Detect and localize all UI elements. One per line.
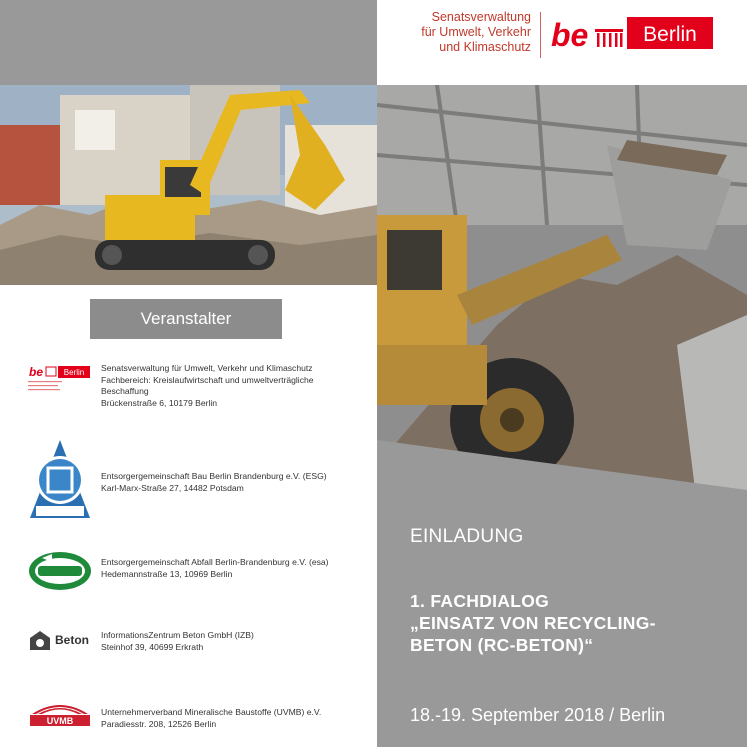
senate-wordmark — [406, 10, 531, 55]
be-logo-text: be — [551, 17, 589, 53]
esg-logo — [28, 440, 92, 527]
organizer-senate-text — [101, 363, 314, 409]
wheel-loader-recycling-photo — [377, 85, 747, 505]
event-title-line: „EINSATZ VON RECYCLING- — [410, 613, 656, 633]
uvmb-logo-text: UVMB — [46, 716, 74, 726]
organizer-line: Unternehmerverband Mineralische Baustoffe (UVMB) e.V. — [101, 707, 322, 717]
organizer-line: Beschaffung — [101, 386, 149, 396]
organizer-line: Entsorgergemeinschaft Bau Berlin Brandenburg e.V. (ESG) — [101, 471, 327, 481]
organizer-line: Steinhof 39, 40699 Erkrath — [101, 641, 204, 652]
organizer-line: InformationsZentrum Beton GmbH (IZB) — [101, 630, 254, 640]
invitation-label: EINLADUNG — [410, 526, 524, 547]
organizer-uvmb-text — [101, 707, 321, 730]
organizer-izb-text — [101, 630, 254, 653]
izb-beton-logo — [28, 628, 89, 652]
organizer-esg-text — [101, 471, 327, 494]
header-divider — [540, 12, 541, 58]
svg-text:be: be — [29, 365, 44, 379]
top-grey-band — [0, 0, 377, 85]
organizer-line: Brückenstraße 6, 10179 Berlin — [101, 397, 218, 408]
organizer-line: Paradiesstr. 208, 12526 Berlin — [101, 718, 217, 729]
event-title-line: 1. FACHDIALOG — [410, 591, 550, 611]
uvmb-logo — [28, 700, 92, 737]
senate-line: für Umwelt, Verkehr — [421, 25, 531, 39]
be-berlin-header-logo — [549, 15, 719, 60]
berlin-logo-text: Berlin — [643, 23, 697, 46]
header — [377, 0, 747, 85]
organizer-line: Senatsverwaltung für Umwelt, Verkehr und Klimaschutz — [101, 363, 313, 373]
organizer-line: Karl-Marx-Straße 27, 14482 Potsdam — [101, 482, 244, 493]
organizer-line: Hedemannstraße 13, 10969 Berlin — [101, 568, 233, 579]
organizer-esa-text — [101, 557, 329, 580]
event-title-line: BETON (RC-BETON)“ — [410, 635, 594, 655]
be-berlin-logo — [28, 364, 92, 409]
right-column — [377, 0, 747, 747]
event-title — [410, 590, 656, 656]
excavator-demolition-photo — [0, 85, 377, 285]
organizers-label: Veranstalter — [90, 299, 282, 339]
organizer-line: Fachbereich: Kreislaufwirtschaft und umweltverträgliche — [101, 374, 314, 385]
esa-logo — [28, 550, 92, 597]
izb-logo-text: Beton — [55, 633, 89, 647]
senate-line: und Klimaschutz — [439, 40, 531, 54]
senate-line: Senatsverwaltung — [431, 10, 531, 24]
svg-text:Berlin: Berlin — [63, 368, 85, 377]
event-date-location: 18.-19. September 2018 / Berlin — [410, 705, 666, 725]
organizer-line: Entsorgergemeinschaft Abfall Berlin-Brandenburg e.V. (esa) — [101, 557, 329, 567]
